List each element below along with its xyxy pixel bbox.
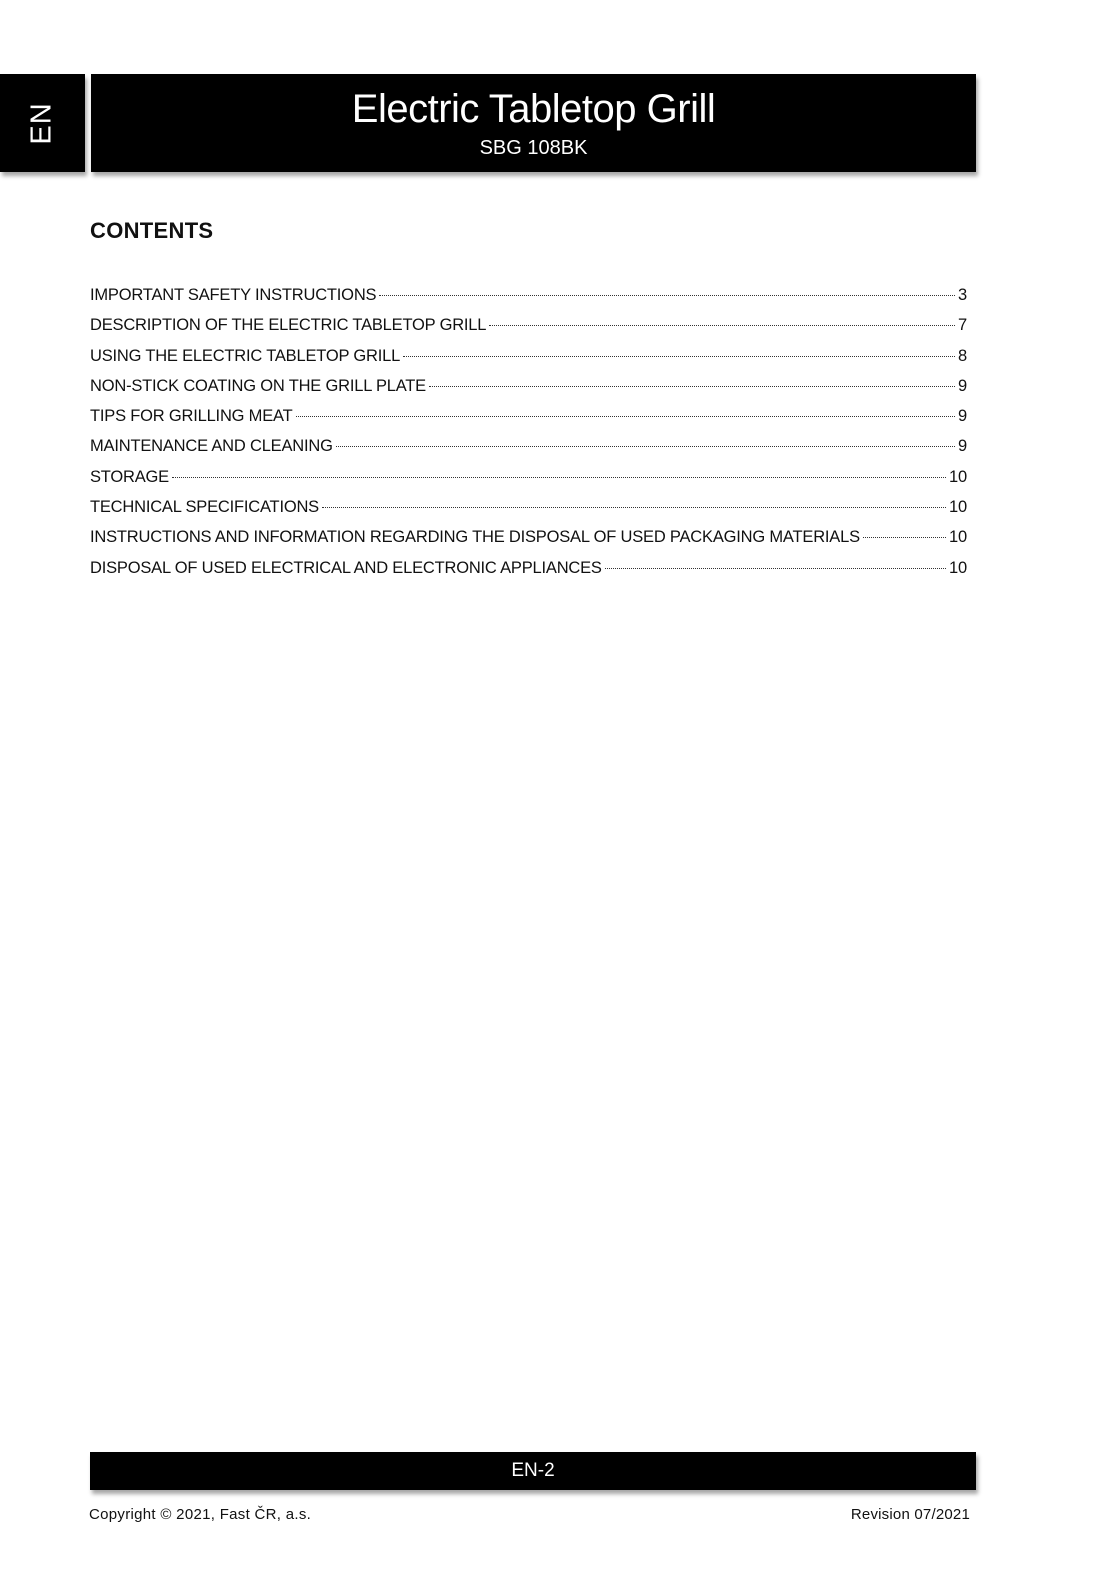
toc-entry[interactable] bbox=[90, 404, 967, 434]
page-number: EN-2 bbox=[511, 1460, 555, 1481]
dot-leader bbox=[172, 477, 946, 478]
copyright-notice: Copyright © 2021, Fast ČR, a.s. bbox=[89, 1506, 312, 1523]
toc-entry-page: 9 bbox=[958, 437, 967, 456]
toc-entry[interactable] bbox=[90, 344, 967, 374]
language-tab-label: EN bbox=[25, 101, 58, 145]
dot-leader bbox=[605, 568, 946, 569]
dot-leader bbox=[336, 446, 955, 447]
toc-entry-page: 7 bbox=[958, 316, 967, 335]
toc-entry-page: 9 bbox=[958, 376, 967, 395]
toc-entry-page: 10 bbox=[949, 528, 967, 547]
toc-entry-page: 3 bbox=[958, 286, 967, 304]
footer-bar bbox=[90, 1452, 976, 1490]
toc-entry-page: 9 bbox=[958, 407, 967, 426]
revision-label: Revision 07/2021 bbox=[850, 1506, 970, 1523]
toc-entry-label: DISPOSAL OF USED ELECTRICAL AND ELECTRONIC APPLIANCES bbox=[90, 558, 602, 577]
toc-entry-page: 10 bbox=[949, 498, 967, 517]
toc-entry-label: USING THE ELECTRIC TABLETOP GRILL bbox=[90, 346, 401, 365]
toc-entry-label: DESCRIPTION OF THE ELECTRIC TABLETOP GRILL bbox=[90, 316, 487, 335]
toc-entry-label: NON-STICK COATING ON THE GRILL PLATE bbox=[90, 376, 426, 395]
toc-entry-label: TECHNICAL SPECIFICATIONS bbox=[90, 498, 319, 517]
page-title: Electric Tabletop Grill bbox=[351, 87, 716, 131]
model-number: SBG 108BK bbox=[479, 137, 588, 159]
toc-entry[interactable] bbox=[90, 525, 967, 555]
language-tab bbox=[0, 74, 85, 172]
dot-leader bbox=[863, 537, 946, 538]
toc-entry-page: 8 bbox=[958, 346, 967, 365]
toc-entry-label: STORAGE bbox=[90, 467, 169, 486]
dot-leader bbox=[379, 295, 955, 296]
toc-entry-label: IMPORTANT SAFETY INSTRUCTIONS bbox=[90, 286, 377, 304]
toc-entry[interactable] bbox=[90, 434, 967, 464]
dot-leader bbox=[296, 416, 956, 417]
toc-entry[interactable] bbox=[90, 556, 967, 586]
toc-entry-page: 10 bbox=[949, 467, 967, 486]
header-bar bbox=[91, 74, 976, 172]
toc-entry-label: TIPS FOR GRILLING MEAT bbox=[90, 407, 293, 426]
toc-entry[interactable] bbox=[90, 495, 967, 525]
toc-entry[interactable] bbox=[90, 283, 967, 313]
toc-entry-label: INSTRUCTIONS AND INFORMATION REGARDING THE DISPOSAL OF USED PACKAGING MATERIALS bbox=[90, 528, 860, 547]
toc-entry[interactable] bbox=[90, 465, 967, 495]
dot-leader bbox=[429, 386, 955, 387]
toc-entry-label: MAINTENANCE AND CLEANING bbox=[90, 437, 333, 456]
toc-entry-page: 10 bbox=[949, 558, 967, 577]
table-of-contents bbox=[90, 283, 967, 586]
dot-leader bbox=[322, 507, 946, 508]
toc-entry[interactable] bbox=[90, 313, 967, 343]
dot-leader bbox=[403, 356, 955, 357]
dot-leader bbox=[489, 325, 955, 326]
toc-entry[interactable] bbox=[90, 374, 967, 404]
contents-heading: CONTENTS bbox=[90, 218, 214, 243]
